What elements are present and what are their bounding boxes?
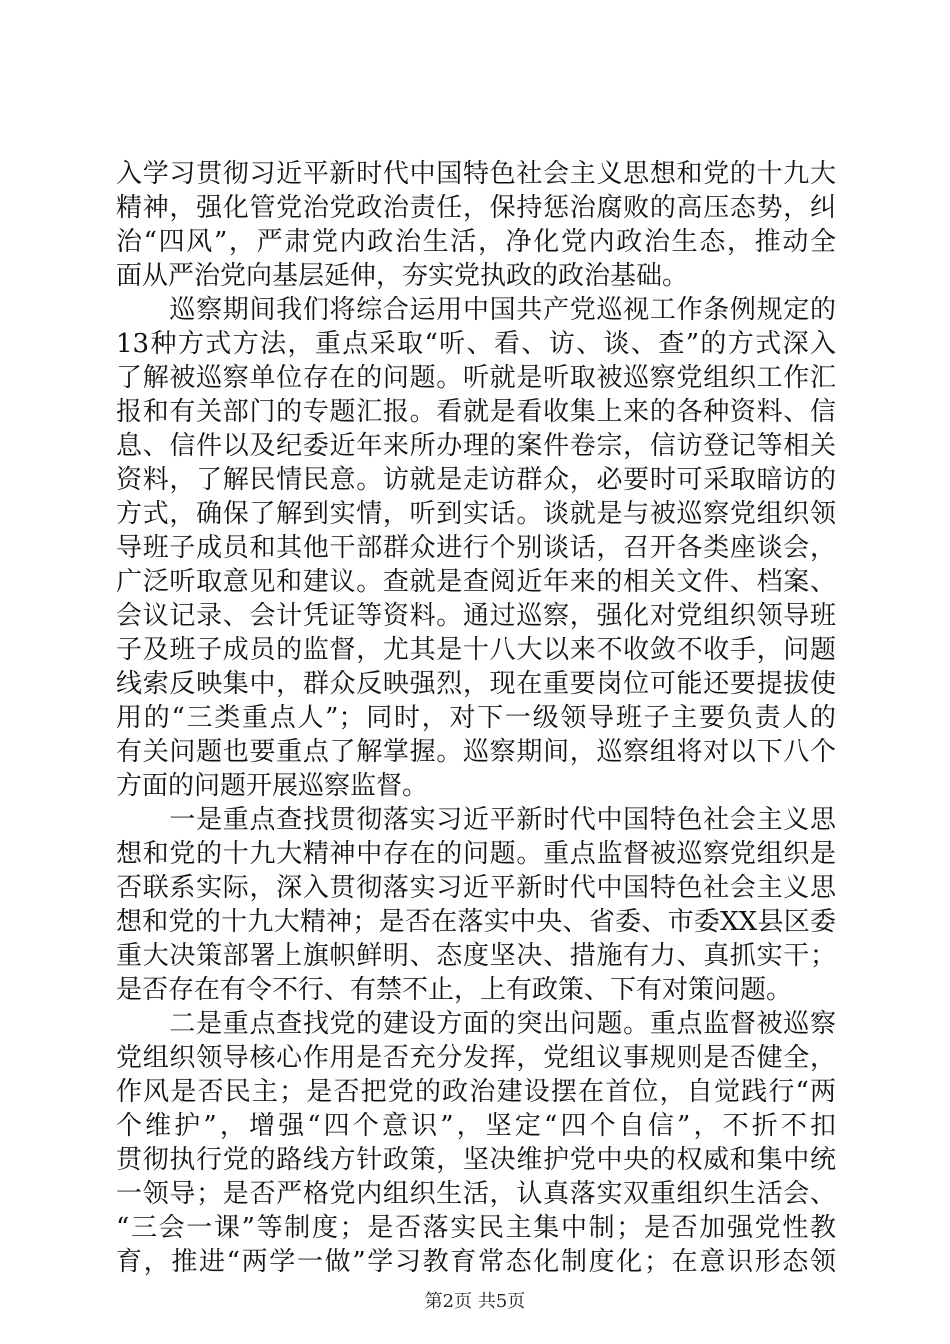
text-line: 精神，强化管党治党政治责任，保持惩治腐败的高压态势，纠	[116, 193, 836, 223]
text-line: 否联系实际，深入贯彻落实习近平新时代中国特色社会主义思	[116, 873, 836, 903]
text-line: 重大决策部署上旗帜鲜明、态度坚决、措施有力、真抓实干；	[116, 941, 836, 971]
text-line: 方式，确保了解到实情，听到实话。谈就是与被巡察党组织领	[116, 499, 836, 529]
text-line: 广泛听取意见和建议。查就是查阅近年来的相关文件、档案、	[116, 567, 836, 597]
text-line: 治“四风”，严肃党内政治生活，净化党内政治生态，推动全	[116, 227, 836, 257]
text-line: 个维护”，增强“四个意识”，坚定“四个自信”，不折不扣	[116, 1111, 836, 1141]
text-line: 想和党的十九大精神中存在的问题。重点监督被巡察党组织是	[116, 839, 836, 869]
text-line: 贯彻执行党的路线方针政策，坚决维护党中央的权威和集中统	[116, 1145, 836, 1175]
text-line: 作风是否民主；是否把党的政治建设摆在首位，自觉践行“两	[116, 1077, 836, 1107]
text-line: 会议记录、会计凭证等资料。通过巡察，强化对党组织领导班	[116, 601, 836, 631]
text-line: 想和党的十九大精神；是否在落实中央、省委、市委XX县区委	[116, 907, 836, 937]
text-line: 巡察期间我们将综合运用中国共产党巡视工作条例规定的	[116, 295, 836, 325]
text-line: 导班子成员和其他干部群众进行个别谈话，召开各类座谈会，	[116, 533, 836, 563]
text-line: 资料，了解民情民意。访就是走访群众，必要时可采取暗访的	[116, 465, 836, 495]
text-line: 13种方式方法，重点采取“听、看、访、谈、查”的方式深入	[116, 329, 836, 359]
text-line: 报和有关部门的专题汇报。看就是看收集上来的各种资料、信	[116, 397, 836, 427]
text-line: 面从严治党向基层延伸，夯实党执政的政治基础。	[116, 261, 689, 291]
text-line: 子及班子成员的监督，尤其是十八大以来不收敛不收手，问题	[116, 635, 836, 665]
text-line: 二是重点查找党的建设方面的突出问题。重点监督被巡察	[116, 1009, 836, 1039]
page-number-footer: 第2页 共5页	[424, 1291, 526, 1312]
text-line: 线索反映集中，群众反映强烈，现在重要岗位可能还要提拔使	[116, 669, 836, 699]
text-line: 有关问题也要重点了解掌握。巡察期间，巡察组将对以下八个	[116, 737, 836, 767]
text-line: 党组织领导核心作用是否充分发挥，党组议事规则是否健全，	[116, 1043, 836, 1073]
text-line: 育，推进“两学一做”学习教育常态化制度化；在意识形态领	[116, 1247, 836, 1277]
text-line: 方面的问题开展巡察监督。	[116, 771, 429, 801]
text-line: 一领导；是否严格党内组织生活，认真落实双重组织生活会、	[116, 1179, 836, 1209]
text-line: 入学习贯彻习近平新时代中国特色社会主义思想和党的十九大	[116, 159, 836, 189]
text-line: 用的“三类重点人”；同时，对下一级领导班子主要负责人的	[116, 703, 836, 733]
text-line: “三会一课”等制度；是否落实民主集中制；是否加强党性教	[116, 1213, 836, 1243]
text-line: 息、信件以及纪委近年来所办理的案件卷宗，信访登记等相关	[116, 431, 836, 461]
text-line: 了解被巡察单位存在的问题。听就是听取被巡察党组织工作汇	[116, 363, 836, 393]
text-line: 是否存在有令不行、有禁不止，上有政策、下有对策问题。	[116, 975, 793, 1005]
text-line: 一是重点查找贯彻落实习近平新时代中国特色社会主义思	[116, 805, 836, 835]
